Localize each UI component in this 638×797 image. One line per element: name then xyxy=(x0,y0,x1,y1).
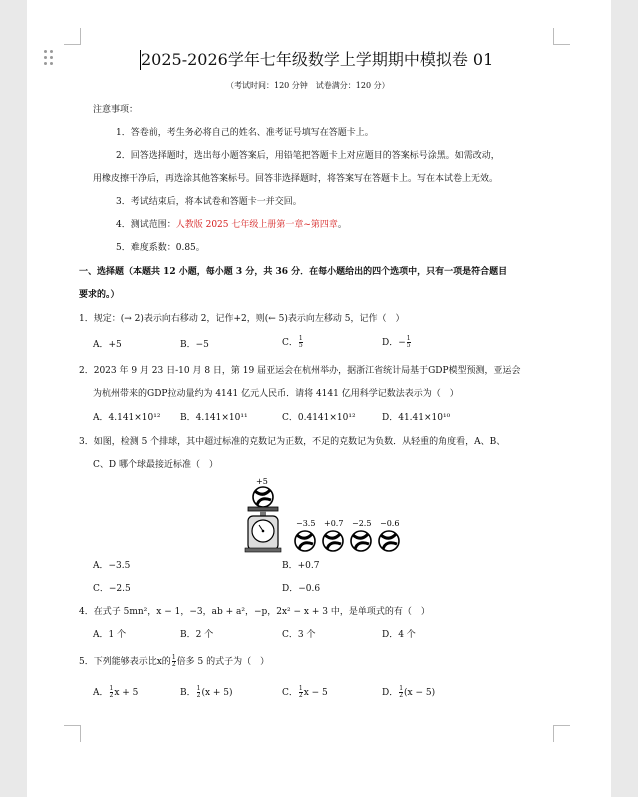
q5-option-a xyxy=(93,686,138,699)
volleyball-c-icon xyxy=(351,531,371,551)
q2-stem-line2: 为杭州带来的GDP拉动量约为 4141 亿元人民币．请将 4141 亿用科学记数法表示为（ ） xyxy=(93,389,459,399)
scale-ball-icon xyxy=(253,487,273,507)
note-2-line1: 2．回答选择题时，选出每小题答案后，用铅笔把答题卡上对应题目的答案标号涂黑。如需改动， xyxy=(116,151,500,161)
q5-option-d xyxy=(382,686,435,699)
q1-c-label: C． xyxy=(282,338,298,348)
note-3: 3．考试结束后，将本试卷和答题卡一并交回。 xyxy=(116,197,302,207)
q5-d-num: 1 xyxy=(399,685,404,692)
volleyball-a-icon xyxy=(295,531,315,551)
q1-option-a: A．+5 xyxy=(93,340,122,350)
q5-a-num: 1 xyxy=(109,685,114,692)
q5-b-num: 1 xyxy=(196,685,201,692)
q5-a-den: 2 xyxy=(109,692,114,699)
q4-option-b: B．2 个 xyxy=(180,630,214,640)
q5-b-label: B． xyxy=(180,688,196,698)
q3-option-c: C．−2.5 xyxy=(93,584,131,594)
exam-info: （考试时间：120 分钟 试卷满分：120 分） xyxy=(226,81,390,90)
q5-stem xyxy=(79,655,269,668)
q3-option-d: D．−0.6 xyxy=(282,584,321,594)
q5-a-fraction xyxy=(110,686,114,699)
q2-option-b: B．4.141×10¹¹ xyxy=(180,413,248,423)
q3-option-b: B．+0.7 xyxy=(282,561,320,571)
q1-c-den: 5 xyxy=(298,342,303,349)
crop-mark-bottom-left xyxy=(64,725,81,742)
q1-option-d xyxy=(382,336,412,349)
q1-option-c xyxy=(282,336,304,349)
note-4 xyxy=(116,219,347,231)
crop-mark-top-left xyxy=(64,28,81,45)
q2-option-a: A．4.141×10¹² xyxy=(93,413,161,423)
q1-c-num: 1 xyxy=(298,335,303,342)
q1-c-fraction xyxy=(299,336,303,349)
q5-stem-fraction xyxy=(172,655,176,668)
q1-option-b: B．−5 xyxy=(180,340,209,350)
crop-mark-top-right xyxy=(553,28,570,45)
q3-figure xyxy=(240,474,410,554)
ball-a-value: −3.5 xyxy=(296,519,316,528)
ball-c-value: −2.5 xyxy=(352,519,372,528)
text-cursor xyxy=(140,50,141,70)
q1-stem: 1．规定：(→ 2)表示向右移动 2，记作+2，则(← 5)表示向左移动 5，记作（ ） xyxy=(79,314,405,324)
weighing-scale-icon xyxy=(245,507,281,552)
q5-d-label: D． xyxy=(382,688,399,698)
section-heading-line1: 一、选择题（本题共 12 小题，每小题 3 分，共 36 分．在每小题给出的四个选项中，只有一项是符合题目 xyxy=(79,267,508,277)
q5-b-rest: (x + 5) xyxy=(201,688,233,698)
q5-c-rest: x − 5 xyxy=(303,688,328,698)
q4-option-d: D．4 个 xyxy=(382,630,416,640)
q5-b-den: 2 xyxy=(196,692,201,699)
notes-heading: 注意事项： xyxy=(93,105,139,115)
q3-stem-line1: 3．如图，检测 5 个排球，其中超过标准的克数记为正数，不足的克数记为负数．从轻重的角度看，A、B、 xyxy=(79,437,506,447)
q4-stem: 4．在式子 5mn²，x − 1，−3，ab + a²，−p，2x² − x + 3 中，是单项式的有（ ） xyxy=(79,607,430,617)
q5-c-fraction xyxy=(299,686,303,699)
volleyball-d-icon xyxy=(379,531,399,551)
q3-option-a: A．−3.5 xyxy=(93,561,131,571)
q5-stem-part1: 5．下列能够表示比x的 xyxy=(79,657,171,667)
q5-d-den: 2 xyxy=(399,692,404,699)
q4-option-c: C．3 个 xyxy=(282,630,316,640)
q5-c-label: C． xyxy=(282,688,298,698)
q5-b-fraction xyxy=(197,686,201,699)
q2-option-c: C．0.4141×10¹² xyxy=(282,413,356,423)
q1-d-label: D．− xyxy=(382,338,406,348)
q5-a-rest: x + 5 xyxy=(114,688,139,698)
q5-option-c xyxy=(282,686,328,699)
document-title: 2025-2026学年七年级数学上学期期中模拟卷 01 xyxy=(141,50,494,69)
q2-option-d: D．41.41×10¹⁰ xyxy=(382,413,451,423)
ball-d-value: −0.6 xyxy=(380,519,400,528)
q2-stem-line1: 2．2023 年 9 月 23 日-10 月 8 日，第 19 届亚运会在杭州举办，据浙江省统计局基于GDP模型预测，亚运会 xyxy=(79,366,521,376)
test-range: 人教版 2025 七年级上册第一章~第四章 xyxy=(175,220,338,230)
q5-c-num: 1 xyxy=(298,685,303,692)
note-2-line2: 用橡皮擦干净后，再选涂其他答案标号。回答非选择题时，将答案写在答题卡上。写在本试卷上无效。 xyxy=(93,174,499,184)
q5-stem-part2: 倍多 5 的式子为（ ） xyxy=(176,657,270,667)
volleyball-b-icon xyxy=(323,531,343,551)
q5-stem-den: 2 xyxy=(171,661,176,668)
q4-option-a: A．1 个 xyxy=(93,630,127,640)
note-4-prefix: 4．测试范围： xyxy=(116,220,176,230)
q5-stem-num: 1 xyxy=(171,654,176,661)
crop-mark-bottom-right xyxy=(553,725,570,742)
q5-option-b xyxy=(180,686,233,699)
note-1: 1．答卷前，考生务必将自己的姓名、准考证号填写在答题卡上。 xyxy=(116,128,374,138)
note-4-suffix: 。 xyxy=(337,220,347,230)
q1-d-fraction xyxy=(407,336,411,349)
q5-d-rest: (x − 5) xyxy=(404,688,436,698)
q5-a-label: A． xyxy=(93,688,109,698)
q1-d-num: 1 xyxy=(406,335,411,342)
q1-d-den: 5 xyxy=(406,342,411,349)
ball-b-value: +0.7 xyxy=(324,519,344,528)
q5-d-fraction xyxy=(399,686,403,699)
note-5: 5．难度系数：0.85。 xyxy=(116,243,205,253)
q5-c-den: 2 xyxy=(298,692,303,699)
q3-stem-line2: C、D 哪个球最接近标准（ ） xyxy=(93,460,218,470)
section-heading-line2: 要求的。） xyxy=(79,290,120,300)
scale-value-label: +5 xyxy=(256,477,268,486)
drag-handle-icon[interactable] xyxy=(44,50,54,66)
